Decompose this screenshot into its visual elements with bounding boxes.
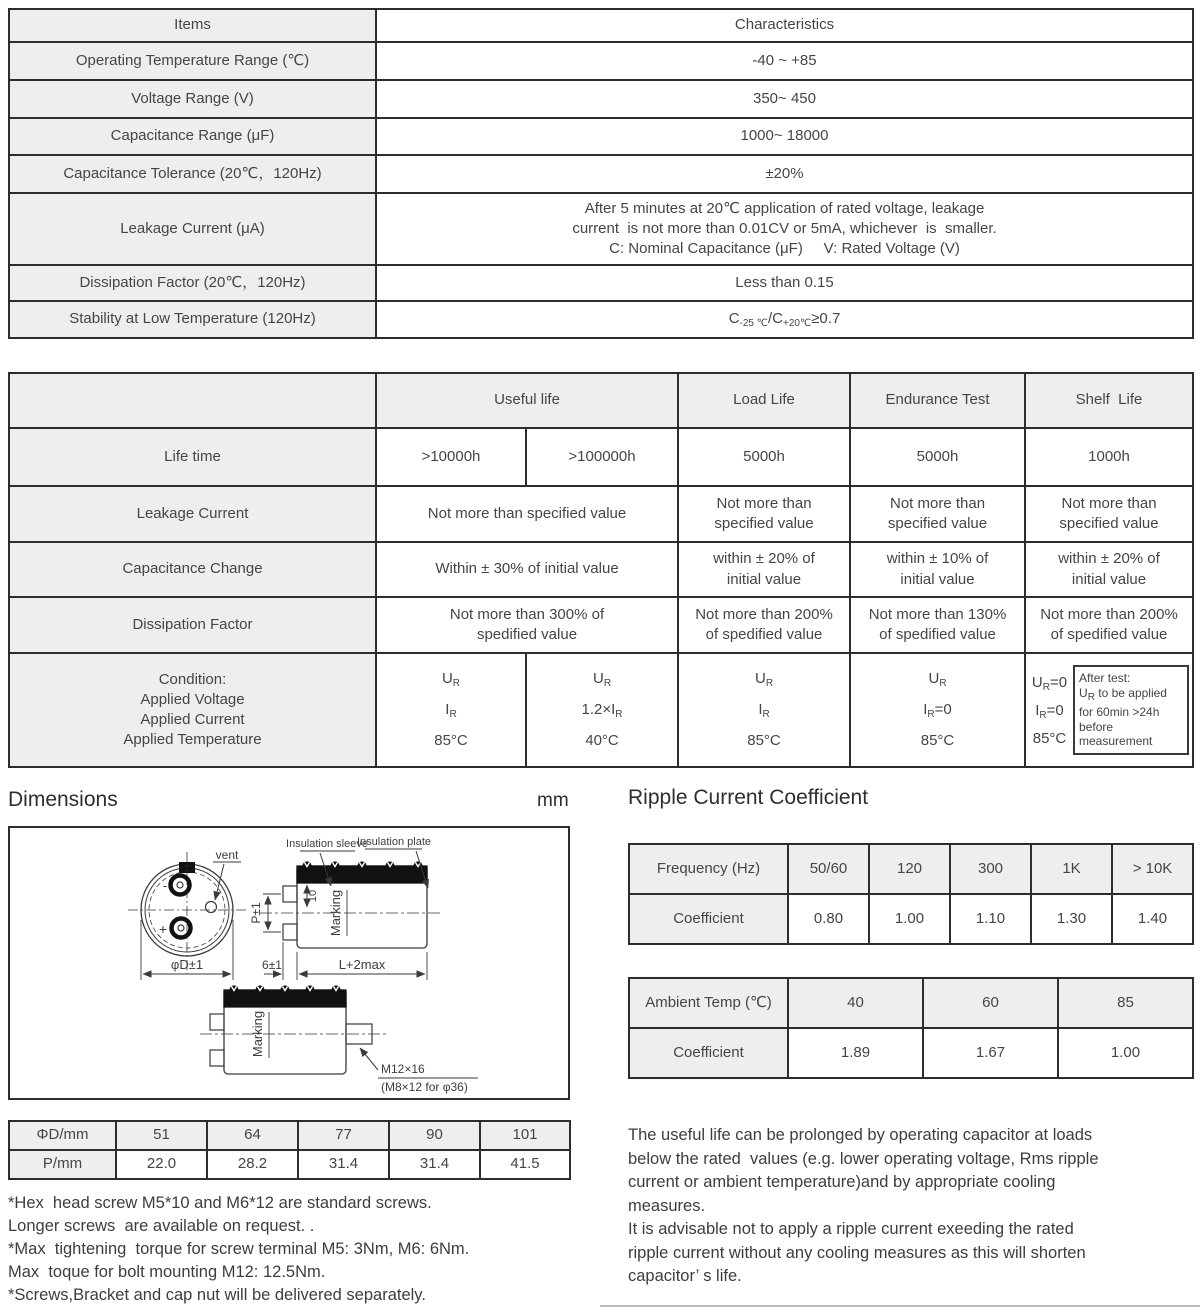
cell: >100000h [526, 428, 678, 486]
temp-col: 85 [1058, 978, 1193, 1028]
condition-line: $U_R=0$ [1031, 673, 1068, 693]
row-label: Stability at Low Temperature (120Hz) [9, 301, 376, 338]
col-header-endurance-test: Endurance Test [850, 373, 1025, 428]
condition-cell [678, 653, 850, 767]
table-row [9, 42, 1193, 80]
row-label: Operating Temperature Range (℃) [9, 42, 376, 80]
formula-sub: +20℃ [783, 317, 812, 329]
table-row [9, 193, 1193, 265]
note-line: $U_R$ to be applied [1079, 685, 1167, 703]
row-label: Capacitance Range (μF) [9, 118, 376, 155]
useful-life-paragraph [628, 1124, 1200, 1289]
table-header-row [629, 844, 1193, 894]
coefficient-value: 0.80 [788, 894, 869, 944]
ripple-temperature-table [628, 977, 1194, 1079]
condition-line: $U_R$ [928, 670, 947, 689]
minus-polarity-label: - [162, 878, 168, 893]
row-label: Capacitance Change [9, 542, 376, 597]
condition-line: 85°C [920, 732, 955, 749]
table-row [9, 597, 1193, 653]
bolt-leader [360, 1048, 378, 1070]
dimensions-title: Dimensions [8, 788, 118, 811]
note-line: Longer screws are available on request. . [8, 1217, 315, 1235]
note-line: *Hex head screw M5*10 and M6*12 are standard screws. [8, 1194, 432, 1212]
bolt-size-alt-label: (M8×12 for φ36) [381, 1080, 468, 1094]
table-row [9, 653, 1193, 767]
marking-label: Marking [250, 1010, 265, 1058]
empty-header-cell [9, 373, 376, 428]
paragraph-line: capacitor’ s life. [628, 1267, 742, 1285]
coefficient-label: Coefficient [629, 1028, 788, 1078]
table-row [9, 1150, 570, 1179]
condition-line: $I_R$ [445, 701, 457, 720]
diameter-value: 77 [298, 1121, 389, 1150]
col-header-items: Items [9, 9, 376, 42]
cell: Not more than specified value [678, 486, 850, 542]
row-value: ±20% [376, 155, 1193, 193]
ten-dim-label: 10 [307, 889, 319, 903]
table-row [629, 894, 1193, 944]
condition-line: 85°C [1032, 729, 1067, 747]
condition-line: $1.2\times I_R$ [581, 701, 623, 720]
col-header-useful-life: Useful life [376, 373, 678, 428]
pitch-value: 28.2 [207, 1150, 298, 1179]
cell: Not more than specified value [1025, 486, 1193, 542]
row-label: Dissipation Factor [9, 597, 376, 653]
terminal-bump [283, 886, 297, 902]
ripple-frequency-table [628, 843, 1194, 945]
note-line: measurement [1079, 734, 1153, 749]
size-table [8, 1120, 571, 1180]
vent-label: vent [215, 848, 239, 862]
row-value: 350~ 450 [376, 80, 1193, 118]
table-header-row [629, 978, 1193, 1028]
paragraph-line: The useful life can be prolonged by operating capacitor at loads [628, 1126, 1093, 1144]
condition-line: $U_R$ [441, 670, 461, 689]
terminal-bump [283, 924, 297, 940]
paragraph-line: current or ambient temperature)and by appropriate cooling [628, 1173, 1056, 1191]
condition-line: 85°C [434, 732, 468, 749]
bottom-view [200, 985, 478, 1078]
coefficient-label: Coefficient [629, 894, 788, 944]
row-label: Capacitance Tolerance (20℃，120Hz) [9, 155, 376, 193]
note-line: before [1079, 719, 1114, 734]
condition-line: $I_R$ [758, 701, 770, 720]
diameter-dim-label: φD±1 [170, 957, 204, 972]
coefficient-value: 1.40 [1112, 894, 1193, 944]
stability-formula [376, 301, 1193, 338]
condition-cell [376, 653, 526, 767]
freq-col: 1K [1031, 844, 1112, 894]
bolt-size-label: M12×16 [381, 1062, 425, 1076]
leakage-line: current is not more than 0.01CV or 5mA, whichever is smaller. [572, 219, 997, 237]
col-header-shelf-life: Shelf Life [1025, 373, 1193, 428]
row-label: Leakage Current [9, 486, 376, 542]
cell: Not more than specified value [850, 486, 1025, 542]
vent-leader [215, 864, 224, 900]
formula-part: ≥0.7 [811, 309, 841, 327]
after-test-note [1073, 665, 1189, 755]
diameter-row-label: ΦD/mm [9, 1121, 116, 1150]
condition-label-line: Applied Current [140, 711, 245, 728]
row-label: Dissipation Factor (20℃，120Hz) [9, 265, 376, 301]
marking-label: Marking [328, 889, 343, 937]
col-header-characteristics: Characteristics [376, 9, 1193, 42]
condition-line: $I_R=0$ [1035, 701, 1064, 721]
paragraph-line: ripple current without any cooling measures as this will shorten [628, 1243, 1086, 1262]
coefficient-value: 1.00 [869, 894, 950, 944]
insulation-plate-label: Insulation plate [357, 836, 431, 848]
pitch-value: 41.5 [480, 1150, 570, 1179]
formula-sub: -25 ℃ [739, 317, 768, 329]
table-row [9, 301, 1193, 338]
freq-col: 120 [869, 844, 950, 894]
cell: >10000h [376, 428, 526, 486]
diameter-value: 64 [207, 1121, 298, 1150]
table-row [9, 80, 1193, 118]
cell: Within ± 30% of initial value [376, 542, 678, 597]
condition-cell-shelf [1025, 653, 1193, 767]
pitch-value: 22.0 [116, 1150, 207, 1179]
pitch-value: 31.4 [389, 1150, 480, 1179]
life-table [8, 372, 1194, 768]
diameter-value: 51 [116, 1121, 207, 1150]
terminal-bump [210, 1050, 224, 1066]
coefficient-value: 1.00 [1058, 1028, 1193, 1078]
temp-col: 40 [788, 978, 923, 1028]
freq-header-label: Frequency (Hz) [629, 844, 788, 894]
formula-part: /C [768, 309, 783, 327]
cell: within ± 20% of initial value [1025, 542, 1193, 597]
condition-label-line: Applied Temperature [123, 731, 262, 749]
leakage-line: After 5 minutes at 20℃ application of rated voltage, leakage [584, 199, 985, 217]
condition-line: $U_R$ [592, 670, 612, 689]
table-row [9, 265, 1193, 301]
condition-label-line: Condition: [158, 670, 227, 688]
diameter-value: 90 [389, 1121, 480, 1150]
shelf-condition-layout [1026, 661, 1192, 759]
temp-header-label: Ambient Temp (℃) [629, 978, 788, 1028]
leakage-line: C: Nominal Capacitance (μF) V: Rated Voltage (V) [609, 240, 960, 258]
terminal-bump [210, 1014, 224, 1030]
terminal-screw-minus [171, 876, 190, 895]
formula-part: C [728, 309, 740, 327]
note-line: *Screws,Bracket and cap nut will be delivered separately. [8, 1286, 426, 1304]
cell: Not more than 200% of spedified value [1025, 597, 1193, 653]
note-line: After test: [1079, 671, 1131, 686]
cell: within ± 20% of initial value [678, 542, 850, 597]
condition-line: $I_R=0$ [923, 701, 952, 720]
coefficient-value: 1.10 [950, 894, 1031, 944]
note-line: Max toque for bolt mounting M12: 12.5Nm. [8, 1263, 326, 1281]
table-header-row [9, 9, 1193, 42]
coefficient-value: 1.67 [923, 1028, 1058, 1078]
condition-cell [850, 653, 1025, 767]
cell: Not more than specified value [376, 486, 678, 542]
dimensions-drawing-box [8, 826, 570, 1100]
diameter-value: 101 [480, 1121, 570, 1150]
table-row [9, 155, 1193, 193]
note-line: *Max tightening torque for screw terminal M5: 3Nm, M6: 6Nm. [8, 1240, 470, 1258]
dimensions-unit: mm [537, 790, 569, 811]
row-label-condition [9, 653, 376, 767]
bottom-divider-line [600, 1305, 1200, 1307]
terminal-screw-plus [172, 919, 191, 938]
cell: Not more than 300% of spedified value [376, 597, 678, 653]
table-header-row [9, 373, 1193, 428]
six-dim-label: 6±1 [262, 958, 282, 972]
cell: 1000h [1025, 428, 1193, 486]
paragraph-line: below the rated values (e.g. lower operating voltage, Rms ripple [628, 1149, 1099, 1168]
condition-line: 85°C [747, 732, 781, 749]
row-label: Voltage Range (V) [9, 80, 376, 118]
cell: 5000h [850, 428, 1025, 486]
table-row [9, 486, 1193, 542]
table-row [629, 1028, 1193, 1078]
cell: 5000h [678, 428, 850, 486]
p-dim-label: P±1 [249, 902, 263, 924]
capacitor-dimensions-drawing [10, 828, 568, 1098]
paragraph-line: It is advisable not to apply a ripple current exeeding the rated [628, 1220, 1074, 1238]
pitch-row-label: P/mm [9, 1150, 116, 1179]
row-value: -40 ~ +85 [376, 42, 1193, 80]
cell: Not more than 200% of spedified value [678, 597, 850, 653]
characteristics-table [8, 8, 1194, 339]
table-row [9, 428, 1193, 486]
ripple-title: Ripple Current Coefficient [628, 786, 869, 809]
paragraph-line: measures. [628, 1196, 706, 1215]
condition-line: 40°C [585, 732, 619, 749]
plus-polarity-label: + [158, 921, 168, 937]
condition-cell [526, 653, 678, 767]
insulation-sleeve-label: Insulation sleeve [286, 838, 368, 850]
cell: within ± 10% of initial value [850, 542, 1025, 597]
freq-col: > 10K [1112, 844, 1193, 894]
table-row [9, 118, 1193, 155]
cell: Not more than 130% of spedified value [850, 597, 1025, 653]
row-value: Less than 0.15 [376, 265, 1193, 301]
vent-hole [206, 902, 217, 913]
condition-line: $U_R$ [754, 670, 774, 689]
condition-label-line: Applied Voltage [140, 690, 245, 708]
pitch-value: 31.4 [298, 1150, 389, 1179]
col-header-load-life: Load Life [678, 373, 850, 428]
screw-notes [8, 1192, 588, 1307]
row-value [376, 193, 1193, 265]
table-row [9, 542, 1193, 597]
note-line: for 60min >24h [1079, 705, 1160, 720]
temp-col: 60 [923, 978, 1058, 1028]
row-label: Leakage Current (μA) [9, 193, 376, 265]
length-dim-label: L+2max [338, 957, 386, 972]
row-label: Life time [9, 428, 376, 486]
freq-col: 300 [950, 844, 1031, 894]
table-row [9, 1121, 570, 1150]
shelf-condition-values [1026, 671, 1073, 750]
coefficient-value: 1.30 [1031, 894, 1112, 944]
freq-col: 50/60 [788, 844, 869, 894]
row-value: 1000~ 18000 [376, 118, 1193, 155]
coefficient-value: 1.89 [788, 1028, 923, 1078]
